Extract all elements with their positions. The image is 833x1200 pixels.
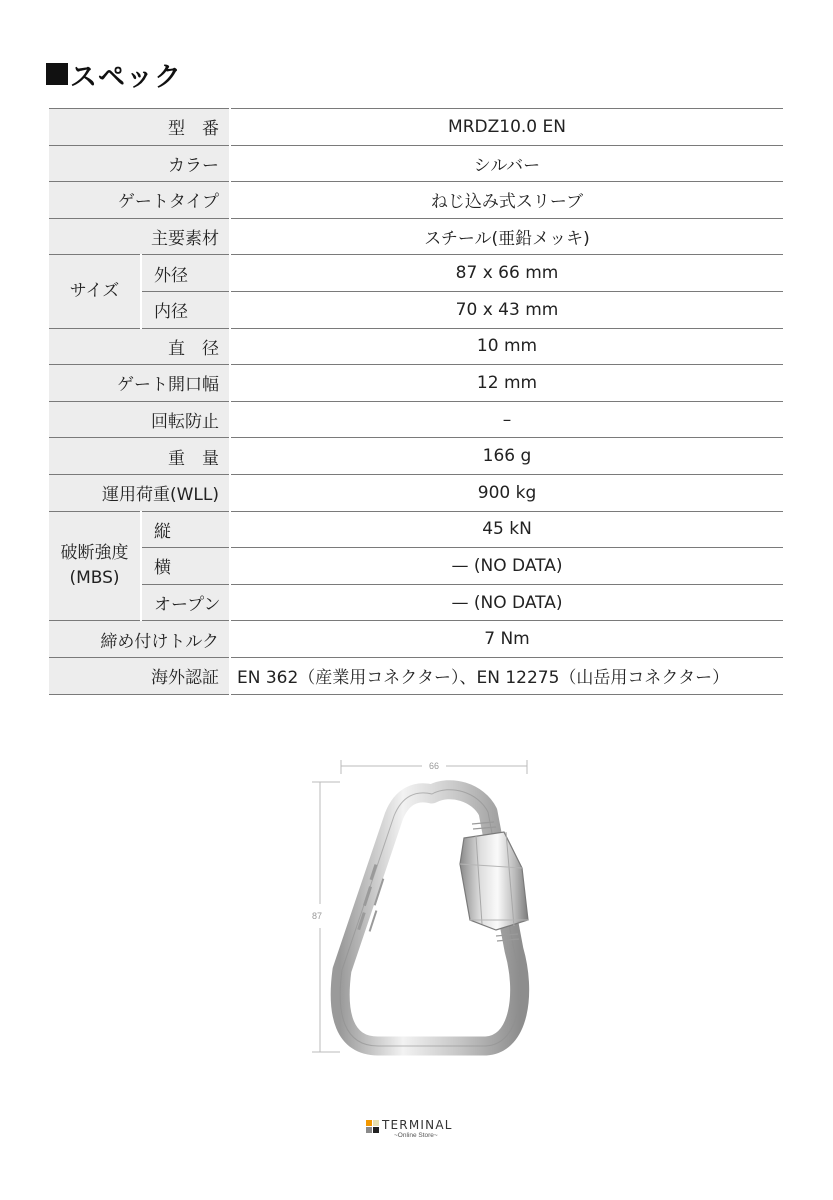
spec-label: 回転防止 — [49, 401, 230, 438]
spec-label: 運用荷重(WLL) — [49, 474, 230, 511]
store-logo — [366, 1117, 476, 1143]
spec-row-mbs-open — [49, 584, 783, 621]
spec-value: シルバー — [230, 145, 783, 182]
spec-row-gate-type — [49, 182, 783, 219]
spec-label: カラー — [49, 145, 230, 182]
spec-value: 10 mm — [230, 328, 783, 365]
section-title — [46, 56, 182, 92]
spec-sub-label: 外径 — [141, 255, 230, 292]
spec-value: — (NO DATA) — [230, 548, 783, 585]
spec-value: 70 x 43 mm — [230, 291, 783, 328]
width-dimension-label: 66 — [428, 761, 440, 771]
spec-value: – — [230, 401, 783, 438]
spec-label: ゲート開口幅 — [49, 365, 230, 402]
spec-group-label: サイズ — [49, 255, 141, 328]
height-dimension-label: 87 — [311, 911, 323, 921]
mbs-label-line2: (MBS) — [69, 567, 120, 588]
spec-label: 主要素材 — [49, 218, 230, 255]
logo-blocks-icon — [366, 1120, 380, 1134]
spec-value: MRDZ10.0 EN — [230, 109, 783, 146]
spec-row-mbs-minor — [49, 548, 783, 585]
square-bullet-icon — [46, 63, 68, 85]
spec-row-mbs-major — [49, 511, 783, 548]
spec-row-gate-opening — [49, 365, 783, 402]
spec-sub-label: 内径 — [141, 291, 230, 328]
logo-name: TERMINAL — [382, 1118, 453, 1132]
carabiner-figure — [300, 752, 540, 1062]
spec-label: ゲートタイプ — [49, 182, 230, 219]
spec-label: 型 番 — [49, 109, 230, 146]
spec-label: 締め付けトルク — [49, 621, 230, 658]
spec-row-wll — [49, 474, 783, 511]
spec-row-size-outer — [49, 255, 783, 292]
spec-label: 直 径 — [49, 328, 230, 365]
mbs-label-line1: 破断強度 — [60, 543, 129, 564]
spec-row-size-inner — [49, 291, 783, 328]
section-title-text: スペック — [70, 61, 182, 93]
spec-sub-label: 縦 — [141, 511, 230, 548]
spec-row-anti-rotation — [49, 401, 783, 438]
spec-group-label — [49, 511, 141, 621]
spec-row-torque — [49, 621, 783, 658]
logo-subtitle: ~Online Store~ — [394, 1132, 438, 1139]
gate-sleeve — [460, 832, 528, 930]
spec-value: 87 x 66 mm — [230, 255, 783, 292]
spec-table — [49, 108, 783, 695]
spec-row-material — [49, 218, 783, 255]
spec-label: 重 量 — [49, 438, 230, 475]
spec-value: 12 mm — [230, 365, 783, 402]
spec-row-diameter — [49, 328, 783, 365]
spec-value: EN 362（産業用コネクター）、EN 12275（山岳用コネクター） — [230, 657, 783, 694]
spec-row-certification — [49, 657, 783, 694]
spec-sub-label: 横 — [141, 548, 230, 585]
spec-value: 7 Nm — [230, 621, 783, 658]
spec-row-model — [49, 109, 783, 146]
spec-row-color — [49, 145, 783, 182]
spec-row-weight — [49, 438, 783, 475]
spec-value: ねじ込み式スリーブ — [230, 182, 783, 219]
spec-value: 166 g — [230, 438, 783, 475]
spec-value: スチール(亜鉛メッキ) — [230, 218, 783, 255]
spec-value: — (NO DATA) — [230, 584, 783, 621]
spec-value: 900 kg — [230, 474, 783, 511]
spec-sub-label: オープン — [141, 584, 230, 621]
spec-value: 45 kN — [230, 511, 783, 548]
carabiner-drawing — [300, 752, 540, 1062]
spec-label: 海外認証 — [49, 657, 230, 694]
